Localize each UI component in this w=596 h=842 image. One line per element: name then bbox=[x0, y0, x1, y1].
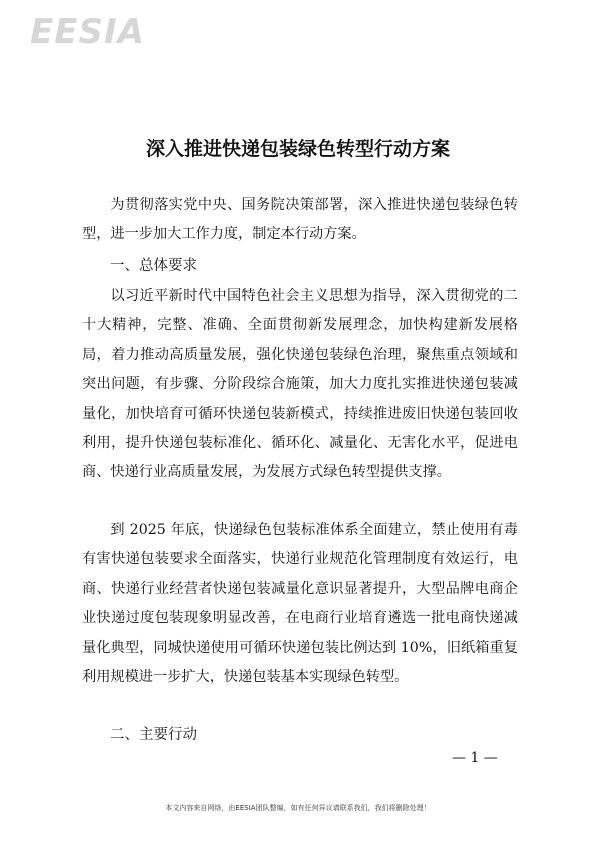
section-heading-general-requirements: 一、总体要求 bbox=[110, 258, 197, 274]
targets-paragraph: 到 2025 年底，快递绿色包装标准体系全面建立，禁止使用有毒有害快递包装要求全面落实，快递行业规范化管理制度有效运行，电商、快递行业经营者快递包装减量化意识显著提升，大型品牌电商企业快递过度包装现象明显改善，在电商行业培育遴选一批电商快递减量化典型，同城快递使用可循环快递包装比例达到 10%，旧纸箱重复利用规模进一步扩大，快递包装基本实现绿色转型。 bbox=[82, 522, 518, 686]
document-title: 深入推进快递包装绿色转型行动方案 bbox=[145, 138, 450, 160]
footer-disclaimer: 本文内容来自网络，由EESIA团队整编，如有任何异议请联系我们，我们将删除处理！ bbox=[165, 804, 431, 812]
page-number: — 1 — bbox=[452, 750, 498, 766]
section-heading-main-actions: 二、主要行动 bbox=[110, 727, 197, 743]
intro-paragraph: 为贯彻落实党中央、国务院决策部署，深入推进快递包装绿色转型，进一步加大工作力度，制定本行动方案。 bbox=[82, 197, 518, 243]
general-requirements-paragraph: 以习近平新时代中国特色社会主义思想为指导，深入贯彻党的二十大精神，完整、准确、全面贯彻新发展理念，加快构建新发展格局，着力推动高质量发展，强化快递包装绿色治理，聚焦重点领域和突出问题，有步骤、分阶段综合施策，加大力度扎实推进快递包装减量化，加快培育可循环快递包装新模式，持续推进废旧快递包装回收利用，提升快递包装标准化、循环化、减量化、无害化水平，促进电商、快递行业高质量发展，为发展方式绿色转型提供支撑。 bbox=[82, 288, 518, 481]
eesia-logo: EESIA bbox=[30, 12, 145, 52]
